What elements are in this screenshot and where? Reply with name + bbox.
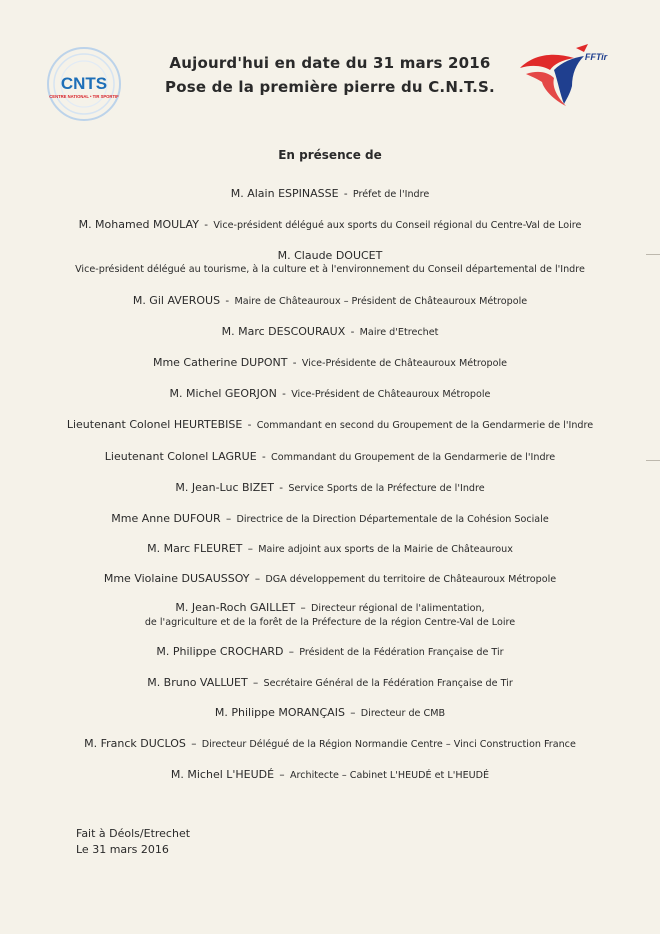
attendee-role: Vice-président délégué au tourisme, à la culture et à l'environnement du Conseil départemental de l'Indre [75,264,585,275]
attendee-role: Directrice de la Direction Départementale de la Cohésion Sociale [236,514,549,525]
attendee-name: M. Michel L'HEUDÉ [170,768,275,781]
cnts-logo-subtext: CENTRE NATIONAL • TIR SPORTIF [49,94,119,99]
attendee-item [0,676,660,691]
attendee-name: M. Gil AVEROUS [132,294,221,307]
attendee-role: Directeur de CMB [360,708,446,719]
attendee-name: Mme Anne DUFOUR [111,512,221,525]
attendee-role: Directeur régional de l'alimentation, [311,603,485,614]
attendee-item [0,481,660,496]
attendee-name: Mme Violaine DUSAUSSOY [103,572,250,585]
attendee-separator: - [282,388,286,400]
attendee-item [0,387,660,402]
attendee-name: M. Bruno VALLUET [147,676,248,689]
attendee-name: Lieutenant Colonel LAGRUE [104,450,257,463]
attendee-item [0,356,660,371]
attendee-item [0,645,660,660]
attendee-name: M. Marc FLEURET [147,542,243,555]
footer-date: Le 31 mars 2016 [76,843,169,856]
attendee-item [0,706,660,721]
attendee-item [0,512,660,527]
document-header [0,54,660,97]
attendee-name: M. Philippe CROCHARD [156,645,284,658]
attendee-name: M. Jean-Roch GAILLET [175,601,296,614]
attendee-name: M. Philippe MORANÇAIS [214,706,345,719]
attendee-separator: – [254,573,261,585]
attendee-item [0,187,660,202]
attendee-role: Préfet de l'Indre [352,189,430,200]
attendee-item [0,294,660,309]
presence-heading: En présence de [278,148,382,162]
attendee-separator: – [225,513,232,525]
attendee-separator: - [350,326,355,338]
attendee-item [0,768,660,783]
attendee-name: M. Michel GEORJON [169,387,277,400]
attendee-separator: – [350,707,356,719]
attendee-separator: – [300,602,306,614]
header-date-line: Aujourd'hui en date du 31 mars 2016 [169,54,491,72]
cnts-logo-text: CNTS [60,74,108,93]
attendee-role: Commandant en second du Groupement de la Gendarmerie de l'Indre [256,420,594,431]
attendee-role: Vice-Présidente de Châteauroux Métropole [301,358,508,369]
attendee-separator: – [288,646,294,658]
attendee-role: Maire adjoint aux sports de la Mairie de Châteauroux [258,544,513,555]
fftir-logo-text: FFTir [584,52,608,62]
attendee-role: Service Sports de la Préfecture de l'Indre [288,483,485,494]
attendee-name: M. Franck DUCLOS [84,737,186,750]
attendee-name: M. Claude DOUCET [277,249,383,262]
footer-place: Fait à Déols/Etrechet [76,827,191,840]
attendee-separator: – [279,769,285,781]
attendee-item [0,218,660,233]
attendee-separator: – [247,543,253,555]
attendee-item [0,450,660,465]
header-title-line: Pose de la première pierre du C.N.T.S. [165,78,495,96]
attendee-separator: - [279,482,284,494]
attendee-name: Lieutenant Colonel HEURTEBISE [66,418,243,431]
attendee-role: Maire de Châteauroux – Président de Châteauroux Métropole [234,296,528,307]
attendee-role: Secrétaire Général de la Fédération Française de Tir [263,678,513,689]
attendee-item [0,737,660,752]
attendee-role: Vice-président délégué aux sports du Conseil régional du Centre-Val de Loire [213,220,582,231]
attendee-role: Vice-Président de Châteauroux Métropole [291,389,491,400]
attendee-item [0,572,660,587]
attendee-item [0,601,660,630]
attendee-name: M. Marc DESCOURAUX [221,325,346,338]
attendee-separator: – [253,677,259,689]
attendee-name: M. Alain ESPINASSE [230,187,339,200]
attendee-item [0,325,660,340]
attendee-role: Commandant du Groupement de la Gendarmerie de l'Indre [271,452,556,463]
attendee-separator: - [261,451,266,463]
attendee-item [0,418,660,433]
attendee-item [0,542,660,557]
attendee-role: Directeur Délégué de la Région Normandie Centre – Vinci Construction France [201,739,576,750]
attendee-separator: - [225,295,230,307]
scan-margin-mark [646,460,660,461]
document-footer [76,826,190,858]
scan-margin-mark [646,254,660,255]
attendee-separator: - [247,419,252,431]
attendee-name: M. Jean-Luc BIZET [175,481,274,494]
attendee-role: Président de la Fédération Française de Tir [299,647,504,658]
attendee-role: DGA développement du territoire de Châteauroux Métropole [265,574,557,585]
attendee-separator: - [204,219,208,231]
attendee-role-continued: de l'agriculture et de la forêt de la Préfecture de la région Centre-Val de Loire [144,617,516,628]
attendee-role: Maire d'Etrechet [359,327,439,338]
attendee-name: Mme Catherine DUPONT [152,356,288,369]
attendee-role: Architecte – Cabinet L'HEUDÉ et L'HEUDÉ [289,770,490,781]
attendee-name: M. Mohamed MOULAY [78,218,199,231]
attendee-separator: – [191,738,197,750]
attendee-separator: - [343,188,348,200]
attendee-item [0,249,660,277]
attendee-separator: - [292,357,297,369]
